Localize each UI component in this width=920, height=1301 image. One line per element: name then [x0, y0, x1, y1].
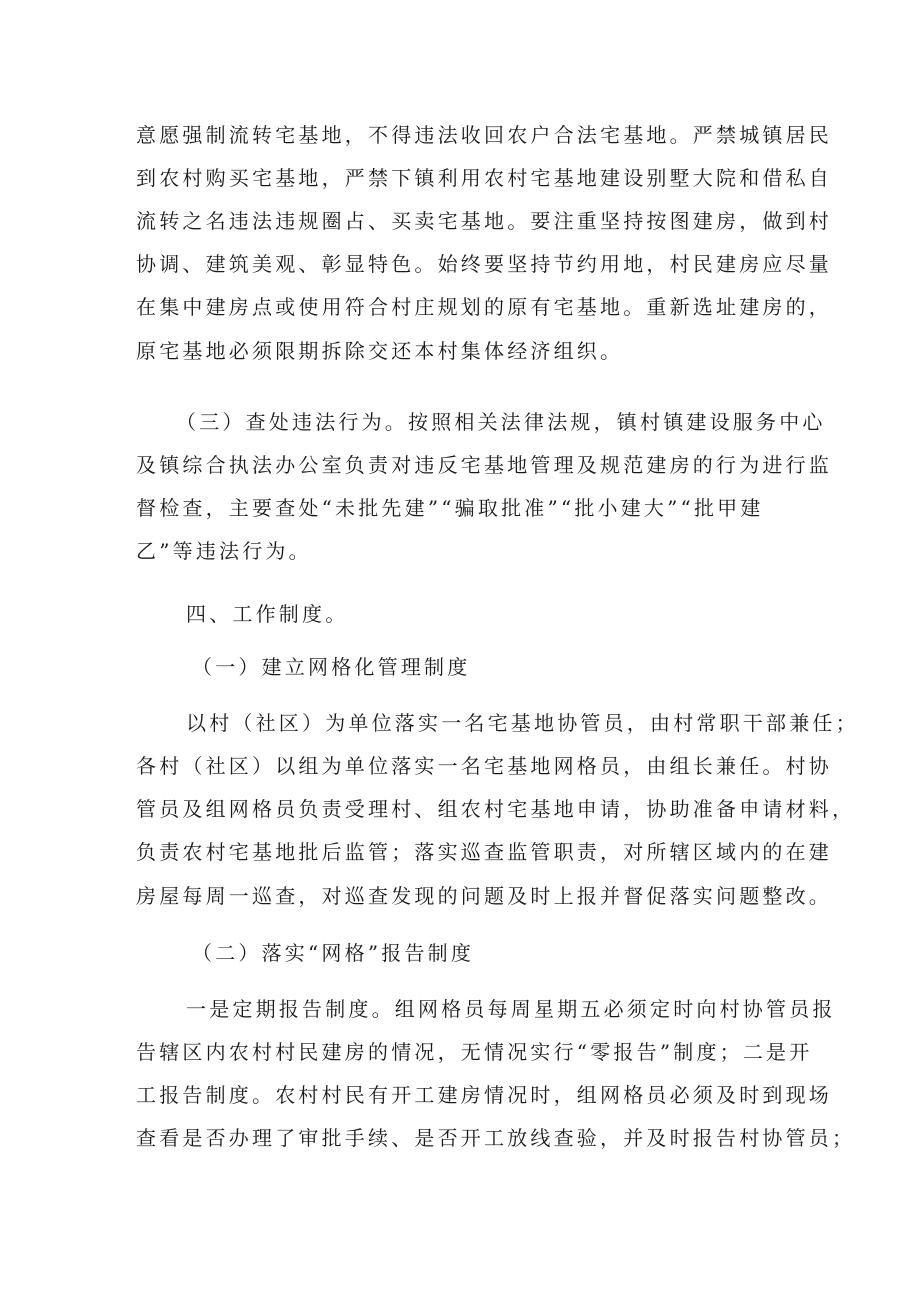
section-heading: 四、工作制度。 — [186, 602, 349, 626]
body-text-line: 意愿强制流转宅基地，不得违法收回农户合法宅基地。严禁城镇居民 — [136, 123, 832, 147]
body-text-line: 督检查，主要查处“未批先建”“骗取批准”“批小建大”“批甲建 — [136, 496, 764, 520]
body-text-line: 房屋每周一巡查，对巡查发现的问题及时上报并督促落实问题整改。 — [136, 884, 832, 908]
body-text-line: 管员及组网格员负责受理村、组农村宅基地申请，协助准备申请材料， — [136, 797, 856, 821]
body-text-line: 工报告制度。农村村民有开工建房情况时，组网格员必须及时到现场 — [136, 1083, 832, 1107]
body-text-line: 负责农村宅基地批后监管；落实巡查监管职责，对所辖区域内的在建 — [136, 840, 832, 864]
body-text-line: 各村（社区）以组为单位落实一名宅基地网格员，由组长兼任。村协 — [136, 754, 832, 778]
body-text-line: 协调、建筑美观、彰显特色。始终要坚持节约用地，村民建房应尽量 — [136, 252, 832, 276]
body-text-line: 乙”等违法行为。 — [136, 539, 312, 563]
paragraph-start: 一是定期报告制度。组网格员每周星期五必须定时向村协管员报 — [186, 997, 836, 1021]
body-text-line: 及镇综合执法办公室负责对违反宅基地管理及规范建房的行为进行监 — [136, 453, 832, 477]
body-text-line: 在集中建房点或使用符合村庄规划的原有宅基地。重新选址建房的， — [136, 295, 832, 319]
subsection-paragraph-start: （三）查处违法行为。按照相关法律法规，镇村镇建设服务中心 — [176, 410, 826, 434]
paragraph-start: 以村（社区）为单位落实一名宅基地协管员，由村常职干部兼任； — [186, 711, 859, 735]
subsection-heading: （一）建立网格化管理制度 — [192, 655, 471, 679]
subsection-heading: （二）落实“网格”报告制度 — [192, 941, 475, 965]
body-text-line: 查看是否办理了审批手续、是否开工放线查验，并及时报告村协管员； — [136, 1126, 856, 1150]
body-text-line: 到农村购买宅基地，严禁下镇利用农村宅基地建设别墅大院和借私自 — [136, 166, 832, 190]
body-text-line: 流转之名违法违规圈占、买卖宅基地。要注重坚持按图建房，做到村 — [136, 209, 832, 233]
body-text-line: 告辖区内农村村民建房的情况，无情况实行“零报告”制度；二是开 — [136, 1040, 813, 1064]
body-text-line: 原宅基地必须限期拆除交还本村集体经济组织。 — [136, 339, 624, 363]
